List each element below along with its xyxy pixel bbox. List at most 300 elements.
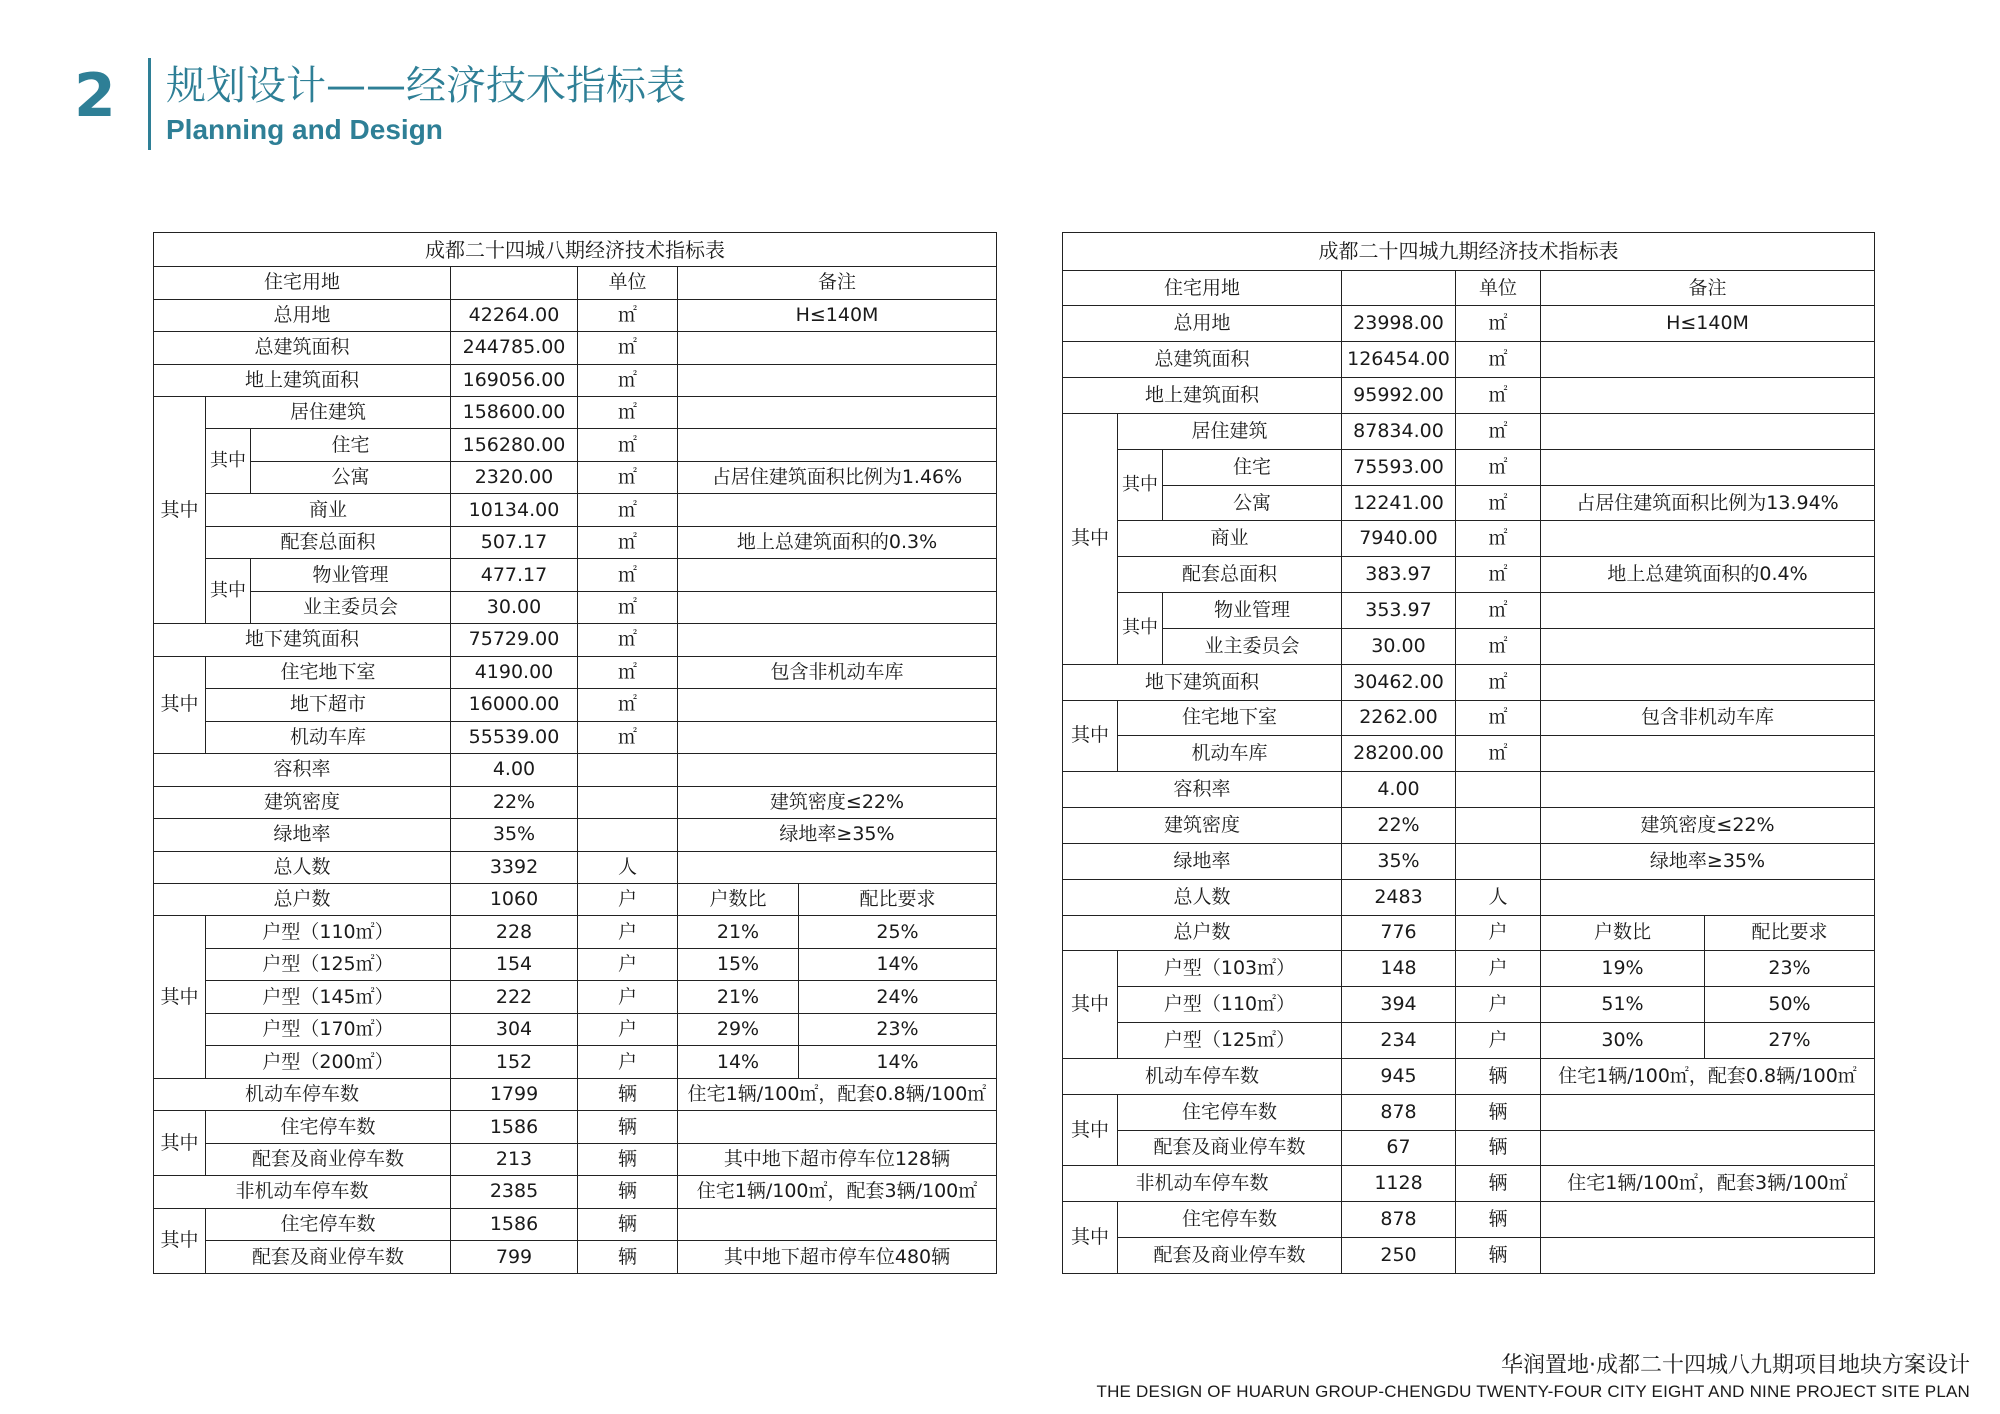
row-unit: 辆	[578, 1143, 678, 1175]
row-requirement: 24%	[799, 981, 997, 1013]
row-unit: 人	[1456, 879, 1541, 915]
row-note	[1541, 1202, 1875, 1238]
row-requirement: 27%	[1705, 1023, 1875, 1059]
row-label: 住宅	[251, 429, 451, 461]
row-note	[678, 851, 997, 883]
table-row	[154, 1046, 997, 1078]
table-row	[1063, 413, 1875, 449]
row-note	[678, 559, 997, 591]
table-row	[154, 332, 997, 364]
header-unit: 单位	[1456, 270, 1541, 306]
row-label: 公寓	[1163, 485, 1342, 521]
table-row	[154, 1241, 997, 1274]
row-label: 住宅停车数	[1118, 1094, 1342, 1130]
row-requirement: 23%	[799, 1013, 997, 1045]
row-note: 包含非机动车库	[1541, 700, 1875, 736]
row-unit: 辆	[1456, 1130, 1541, 1166]
row-label: 总户数	[1063, 915, 1342, 951]
row-note: 住宅1辆/100㎡，配套0.8辆/100㎡	[678, 1078, 997, 1110]
row-value: 3392	[451, 851, 578, 883]
group-label: 其中	[154, 656, 206, 753]
row-note	[1541, 1094, 1875, 1130]
row-note: H≤140M	[678, 299, 997, 331]
table-row	[154, 689, 997, 721]
row-note: 建筑密度≤22%	[678, 786, 997, 818]
row-label: 户型（200㎡）	[206, 1046, 451, 1078]
row-label: 住宅停车数	[206, 1111, 451, 1143]
group-label: 其中	[154, 1111, 206, 1176]
row-unit: ㎡	[1456, 521, 1541, 557]
row-label: 非机动车停车数	[154, 1176, 451, 1208]
row-unit: 辆	[1456, 1166, 1541, 1202]
row-unit: ㎡	[578, 526, 678, 558]
row-unit: 户	[578, 1046, 678, 1078]
table-row	[1063, 772, 1875, 808]
row-label: 户型（170㎡）	[206, 1013, 451, 1045]
row-value: 75593.00	[1342, 449, 1456, 485]
table-row	[1063, 700, 1875, 736]
row-label: 业主委员会	[1163, 628, 1342, 664]
row-value: 158600.00	[451, 396, 578, 428]
header-value	[451, 267, 578, 299]
phase9-indicator-table	[1062, 232, 1875, 1274]
row-value: 222	[451, 981, 578, 1013]
row-note	[678, 721, 997, 753]
group-label: 其中	[1063, 1094, 1118, 1166]
row-value: 878	[1342, 1094, 1456, 1130]
row-unit: 辆	[1456, 1237, 1541, 1273]
row-value: 1799	[451, 1078, 578, 1110]
page-title: 规划设计——经济技术指标表	[166, 63, 686, 109]
row-note: 住宅1辆/100㎡，配套3辆/100㎡	[1541, 1166, 1875, 1202]
row-label: 配套总面积	[206, 526, 451, 558]
row-label: 总人数	[1063, 879, 1342, 915]
row-note: 地上总建筑面积的0.3%	[678, 526, 997, 558]
row-label: 机动车停车数	[154, 1078, 451, 1110]
ratio-header: 户数比	[1541, 915, 1705, 951]
row-note: 其中地下超市停车位128辆	[678, 1143, 997, 1175]
footer	[1096, 1352, 1970, 1404]
footer-project-cn: 华润置地·成都二十四城八九期项目地块方案设计	[1501, 1353, 1970, 1378]
row-note	[678, 429, 997, 461]
row-unit: 户	[578, 916, 678, 948]
row-value: 4.00	[1342, 772, 1456, 808]
row-unit: ㎡	[578, 429, 678, 461]
table-row	[154, 721, 997, 753]
row-label: 住宅	[1163, 449, 1342, 485]
row-unit: 辆	[1456, 1202, 1541, 1238]
table-row	[1063, 378, 1875, 414]
row-unit: ㎡	[578, 689, 678, 721]
group-label: 其中	[154, 1208, 206, 1273]
table-row	[154, 1143, 997, 1175]
group-label: 其中	[154, 396, 206, 623]
row-unit: 户	[1456, 951, 1541, 987]
table-row	[154, 364, 997, 396]
row-value: 383.97	[1342, 557, 1456, 593]
table-row	[154, 786, 997, 818]
row-ratio: 21%	[678, 916, 799, 948]
row-label: 住宅停车数	[1118, 1202, 1342, 1238]
table-row	[154, 624, 997, 656]
subgroup-label: 其中	[1118, 593, 1163, 665]
row-label: 公寓	[251, 461, 451, 493]
row-note	[1541, 772, 1875, 808]
row-note	[1541, 879, 1875, 915]
table-header-row	[154, 267, 997, 299]
row-unit	[578, 819, 678, 851]
row-note: 地上总建筑面积的0.4%	[1541, 557, 1875, 593]
row-note: 住宅1辆/100㎡，配套3辆/100㎡	[678, 1176, 997, 1208]
row-unit: ㎡	[578, 396, 678, 428]
table-row	[154, 1013, 997, 1045]
row-value: 22%	[451, 786, 578, 818]
row-label: 地上建筑面积	[1063, 378, 1342, 414]
row-value: 4.00	[451, 754, 578, 786]
row-value: 42264.00	[451, 299, 578, 331]
row-label: 总人数	[154, 851, 451, 883]
row-unit: ㎡	[1456, 736, 1541, 772]
table-row	[154, 656, 997, 688]
row-label: 总户数	[154, 884, 451, 916]
row-unit: 户	[1456, 1023, 1541, 1059]
row-unit	[1456, 772, 1541, 808]
row-label: 户型（125㎡）	[1118, 1023, 1342, 1059]
row-note	[678, 494, 997, 526]
row-label: 住宅地下室	[1118, 700, 1342, 736]
row-value: 35%	[451, 819, 578, 851]
table-row	[1063, 485, 1875, 521]
header-land: 住宅用地	[1063, 270, 1342, 306]
row-value: 7940.00	[1342, 521, 1456, 557]
row-value: 126454.00	[1342, 342, 1456, 378]
row-label: 机动车库	[1118, 736, 1342, 772]
row-value: 22%	[1342, 808, 1456, 844]
table-row	[154, 1208, 997, 1240]
table-row	[1063, 1094, 1875, 1130]
row-value: 148	[1342, 951, 1456, 987]
row-value: 67	[1342, 1130, 1456, 1166]
row-unit	[578, 754, 678, 786]
row-label: 户型（125㎡）	[206, 948, 451, 980]
table-row	[1063, 342, 1875, 378]
row-value: 23998.00	[1342, 306, 1456, 342]
row-ratio: 14%	[678, 1046, 799, 1078]
row-unit: 户	[1456, 915, 1541, 951]
row-unit: ㎡	[1456, 413, 1541, 449]
row-value: 2320.00	[451, 461, 578, 493]
row-unit: 辆	[1456, 1058, 1541, 1094]
phase8-indicator-table	[153, 232, 997, 1274]
row-label: 非机动车停车数	[1063, 1166, 1342, 1202]
row-note	[678, 754, 997, 786]
row-value: 878	[1342, 1202, 1456, 1238]
row-note	[1541, 413, 1875, 449]
table-row	[154, 884, 997, 916]
row-label: 建筑密度	[154, 786, 451, 818]
row-value: 95992.00	[1342, 378, 1456, 414]
row-value: 945	[1342, 1058, 1456, 1094]
row-label: 住宅停车数	[206, 1208, 451, 1240]
row-label: 住宅地下室	[206, 656, 451, 688]
row-label: 业主委员会	[251, 591, 451, 623]
row-unit: ㎡	[1456, 485, 1541, 521]
row-note	[678, 332, 997, 364]
table-row	[154, 461, 997, 493]
row-ratio: 19%	[1541, 951, 1705, 987]
row-label: 总用地	[154, 299, 451, 331]
row-unit: ㎡	[1456, 557, 1541, 593]
row-note	[678, 591, 997, 623]
table-header-row	[1063, 270, 1875, 306]
table-row	[154, 1111, 997, 1143]
row-value: 28200.00	[1342, 736, 1456, 772]
table-row	[1063, 951, 1875, 987]
table-row	[1063, 664, 1875, 700]
row-note: 建筑密度≤22%	[1541, 808, 1875, 844]
row-label: 配套及商业停车数	[206, 1241, 451, 1274]
row-unit: ㎡	[578, 591, 678, 623]
subgroup-label: 其中	[206, 429, 251, 494]
row-label: 绿地率	[154, 819, 451, 851]
table-row	[154, 429, 997, 461]
subgroup-label: 其中	[1118, 449, 1163, 521]
table-row	[154, 494, 997, 526]
row-label: 机动车停车数	[1063, 1058, 1342, 1094]
table-row	[154, 981, 997, 1013]
row-value: 154	[451, 948, 578, 980]
table-row	[154, 1078, 997, 1110]
row-value: 1586	[451, 1208, 578, 1240]
row-label: 配套及商业停车数	[1118, 1237, 1342, 1273]
row-note	[678, 624, 997, 656]
row-value: 30.00	[1342, 628, 1456, 664]
table-row	[1063, 306, 1875, 342]
row-value: 2483	[1342, 879, 1456, 915]
table-row	[1063, 1202, 1875, 1238]
row-label: 居住建筑	[1118, 413, 1342, 449]
group-label: 其中	[1063, 413, 1118, 664]
row-note	[678, 364, 997, 396]
ratio-header: 户数比	[678, 884, 799, 916]
header-land: 住宅用地	[154, 267, 451, 299]
row-label: 居住建筑	[206, 396, 451, 428]
table-title: 成都二十四城九期经济技术指标表	[1063, 233, 1875, 271]
header-value	[1342, 270, 1456, 306]
row-value: 2262.00	[1342, 700, 1456, 736]
row-label: 总用地	[1063, 306, 1342, 342]
table-row	[1063, 1166, 1875, 1202]
table-title: 成都二十四城八期经济技术指标表	[154, 233, 997, 267]
requirement-header: 配比要求	[1705, 915, 1875, 951]
row-value: 799	[451, 1241, 578, 1274]
row-label: 建筑密度	[1063, 808, 1342, 844]
row-value: 1128	[1342, 1166, 1456, 1202]
row-unit: 辆	[578, 1241, 678, 1274]
row-unit: ㎡	[1456, 378, 1541, 414]
row-label: 配套总面积	[1118, 557, 1342, 593]
row-unit: 辆	[578, 1078, 678, 1110]
row-note	[678, 1208, 997, 1240]
row-label: 户型（145㎡）	[206, 981, 451, 1013]
row-value: 75729.00	[451, 624, 578, 656]
row-requirement: 14%	[799, 1046, 997, 1078]
row-note: 住宅1辆/100㎡，配套0.8辆/100㎡	[1541, 1058, 1875, 1094]
subgroup-label: 其中	[206, 559, 251, 624]
group-label: 其中	[1063, 1202, 1118, 1274]
row-value: 1060	[451, 884, 578, 916]
table-row	[154, 299, 997, 331]
header-note: 备注	[1541, 270, 1875, 306]
row-unit: ㎡	[578, 624, 678, 656]
row-note: 占居住建筑面积比例为1.46%	[678, 461, 997, 493]
table-row	[1063, 628, 1875, 664]
row-value: 776	[1342, 915, 1456, 951]
row-note: 绿地率≥35%	[1541, 843, 1875, 879]
table-title-row	[154, 233, 997, 267]
row-value: 228	[451, 916, 578, 948]
row-unit: 户	[578, 981, 678, 1013]
row-value: 213	[451, 1143, 578, 1175]
table-row	[154, 526, 997, 558]
row-value: 2385	[451, 1176, 578, 1208]
row-note	[1541, 593, 1875, 629]
table-row	[154, 559, 997, 591]
row-note	[1541, 342, 1875, 378]
row-unit: ㎡	[578, 299, 678, 331]
row-value: 12241.00	[1342, 485, 1456, 521]
row-unit: 辆	[578, 1176, 678, 1208]
row-label: 物业管理	[251, 559, 451, 591]
table-row	[1063, 593, 1875, 629]
row-note	[1541, 1237, 1875, 1273]
row-label: 绿地率	[1063, 843, 1342, 879]
footer-project-en: THE DESIGN OF HUARUN GROUP-CHENGDU TWENTY-FOUR CITY EIGHT AND NINE PROJECT SITE PLAN	[1096, 1382, 1970, 1401]
section-number: 2	[74, 61, 116, 131]
row-unit: ㎡	[578, 364, 678, 396]
group-label: 其中	[1063, 951, 1118, 1058]
table-row	[1063, 736, 1875, 772]
header-unit: 单位	[578, 267, 678, 299]
table-row	[1063, 915, 1875, 951]
row-requirement: 14%	[799, 948, 997, 980]
row-unit: ㎡	[1456, 306, 1541, 342]
row-ratio: 30%	[1541, 1023, 1705, 1059]
row-unit: 辆	[1456, 1094, 1541, 1130]
row-label: 机动车库	[206, 721, 451, 753]
row-unit: 户	[1456, 987, 1541, 1023]
row-value: 4190.00	[451, 656, 578, 688]
table-row	[1063, 1058, 1875, 1094]
row-value: 234	[1342, 1023, 1456, 1059]
row-note	[1541, 1130, 1875, 1166]
table-row	[1063, 557, 1875, 593]
row-unit: ㎡	[1456, 628, 1541, 664]
row-note	[1541, 628, 1875, 664]
row-value: 35%	[1342, 843, 1456, 879]
row-unit: 户	[578, 1013, 678, 1045]
row-unit: 辆	[578, 1208, 678, 1240]
row-note	[678, 689, 997, 721]
row-label: 地上建筑面积	[154, 364, 451, 396]
row-value: 156280.00	[451, 429, 578, 461]
row-unit: 户	[578, 948, 678, 980]
row-label: 户型（103㎡）	[1118, 951, 1342, 987]
row-unit: ㎡	[578, 461, 678, 493]
row-value: 16000.00	[451, 689, 578, 721]
requirement-header: 配比要求	[799, 884, 997, 916]
table-row	[1063, 449, 1875, 485]
row-label: 总建筑面积	[1063, 342, 1342, 378]
row-label: 商业	[1118, 521, 1342, 557]
row-unit: ㎡	[578, 332, 678, 364]
table-row	[154, 396, 997, 428]
table-row	[154, 591, 997, 623]
table-row	[1063, 1023, 1875, 1059]
row-value: 30462.00	[1342, 664, 1456, 700]
row-value: 353.97	[1342, 593, 1456, 629]
table-row	[154, 754, 997, 786]
table-row	[154, 916, 997, 948]
row-value: 55539.00	[451, 721, 578, 753]
row-label: 物业管理	[1163, 593, 1342, 629]
row-value: 87834.00	[1342, 413, 1456, 449]
row-label: 总建筑面积	[154, 332, 451, 364]
row-requirement: 25%	[799, 916, 997, 948]
row-unit: ㎡	[578, 559, 678, 591]
group-label: 其中	[1063, 700, 1118, 772]
row-unit	[578, 786, 678, 818]
row-value: 507.17	[451, 526, 578, 558]
row-note	[1541, 449, 1875, 485]
row-unit: ㎡	[578, 494, 678, 526]
row-unit: ㎡	[578, 721, 678, 753]
row-note: H≤140M	[1541, 306, 1875, 342]
row-value: 304	[451, 1013, 578, 1045]
row-value: 1586	[451, 1111, 578, 1143]
table-row	[1063, 1130, 1875, 1166]
row-ratio: 15%	[678, 948, 799, 980]
row-unit: ㎡	[1456, 700, 1541, 736]
row-label: 地下建筑面积	[1063, 664, 1342, 700]
row-note: 绿地率≥35%	[678, 819, 997, 851]
row-value: 10134.00	[451, 494, 578, 526]
row-requirement: 50%	[1705, 987, 1875, 1023]
row-unit: ㎡	[1456, 449, 1541, 485]
row-note: 其中地下超市停车位480辆	[678, 1241, 997, 1274]
row-value: 250	[1342, 1237, 1456, 1273]
row-unit: ㎡	[1456, 342, 1541, 378]
row-value: 152	[451, 1046, 578, 1078]
row-value: 394	[1342, 987, 1456, 1023]
table-row	[1063, 843, 1875, 879]
header-divider	[148, 58, 151, 150]
row-note	[678, 396, 997, 428]
row-note	[1541, 736, 1875, 772]
row-label: 容积率	[154, 754, 451, 786]
table-row	[1063, 808, 1875, 844]
table-row	[1063, 1237, 1875, 1273]
table-row	[154, 948, 997, 980]
row-ratio: 51%	[1541, 987, 1705, 1023]
row-unit: 人	[578, 851, 678, 883]
table-row	[154, 819, 997, 851]
row-ratio: 29%	[678, 1013, 799, 1045]
row-label: 商业	[206, 494, 451, 526]
row-unit: ㎡	[1456, 664, 1541, 700]
row-label: 户型（110㎡）	[1118, 987, 1342, 1023]
row-requirement: 23%	[1705, 951, 1875, 987]
